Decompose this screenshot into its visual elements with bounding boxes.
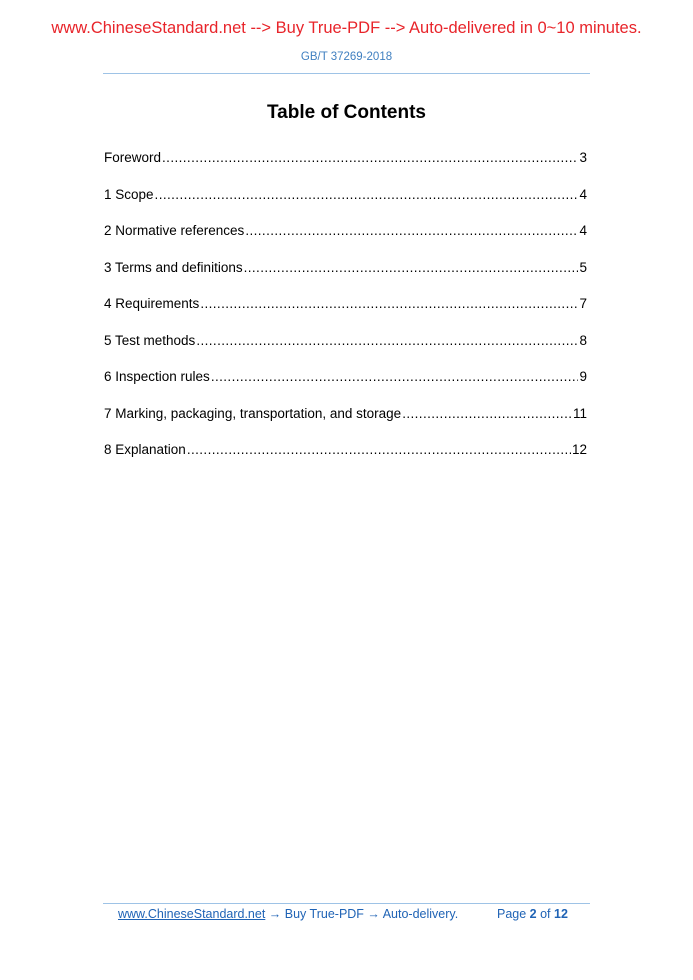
- toc-dot-leader: [187, 442, 571, 458]
- toc-entry-label: Foreword: [104, 150, 162, 165]
- toc-entry-page: 4: [579, 186, 587, 202]
- toc-entry-label: 7 Marking, packaging, transportation, and storage: [104, 405, 402, 421]
- toc-entry-label: 1 Scope: [104, 186, 154, 202]
- toc-dot-leader: [244, 260, 579, 276]
- page-total: 12: [554, 907, 568, 921]
- header-divider: [103, 73, 590, 74]
- toc-entry-test-methods[interactable]: [104, 333, 587, 370]
- toc-entry-label: 8 Explanation: [104, 442, 186, 457]
- toc-dot-leader: [211, 369, 579, 385]
- toc-entry-page: 11: [572, 405, 587, 421]
- toc-entry-explanation[interactable]: [104, 442, 587, 479]
- toc-dot-leader: [245, 223, 578, 239]
- top-banner[interactable]: www.ChineseStandard.net --> Buy True-PDF --> Auto-delivered in 0~10 minutes.: [51, 19, 642, 37]
- toc-entry-page: 12: [571, 442, 587, 457]
- toc-entry-label: 5 Test methods: [104, 332, 196, 348]
- page-prefix: Page: [497, 907, 530, 921]
- toc-title: Table of Contents: [266, 102, 427, 123]
- toc-entry-label: 6 Inspection rules: [104, 369, 210, 384]
- toc-entry-page: 9: [579, 369, 587, 384]
- toc-entry-terms-definitions[interactable]: [104, 260, 587, 297]
- page-current: 2: [529, 907, 537, 921]
- toc-entry-scope[interactable]: [104, 187, 587, 224]
- toc-entry-page: 5: [579, 259, 587, 275]
- footer-divider: [103, 903, 590, 904]
- toc-entry-page: 8: [579, 332, 587, 348]
- toc-entry-page: 7: [579, 296, 587, 311]
- toc-entry-label: 4 Requirements: [104, 296, 200, 311]
- toc-entry-label: 2 Normative references: [104, 223, 245, 238]
- toc-dot-leader: [162, 150, 578, 166]
- toc-entry-foreword[interactable]: [104, 150, 587, 187]
- page-of: of: [536, 907, 554, 921]
- footer-site-link[interactable]: www.ChineseStandard.net: [118, 907, 266, 921]
- footer-promo: [118, 907, 458, 921]
- toc-entry-page: 3: [579, 150, 587, 165]
- footer-promo-text: → Buy True-PDF → Auto-delivery.: [265, 907, 459, 921]
- toc-dot-leader: [402, 406, 572, 422]
- toc-entry-inspection-rules[interactable]: [104, 369, 587, 406]
- toc-dot-leader: [155, 187, 579, 203]
- toc-dot-leader: [196, 333, 578, 349]
- toc-entry-requirements[interactable]: [104, 296, 587, 333]
- toc-dot-leader: [200, 296, 578, 312]
- toc-entry-label: 3 Terms and definitions: [104, 259, 243, 275]
- toc-entry-normative-references[interactable]: [104, 223, 587, 260]
- toc-list: [104, 150, 587, 479]
- toc-entry-marking-packaging[interactable]: [104, 406, 587, 443]
- toc-entry-page: 4: [579, 223, 587, 238]
- standard-code-header: GB/T 37269-2018: [300, 51, 393, 63]
- page-indicator: [497, 907, 568, 921]
